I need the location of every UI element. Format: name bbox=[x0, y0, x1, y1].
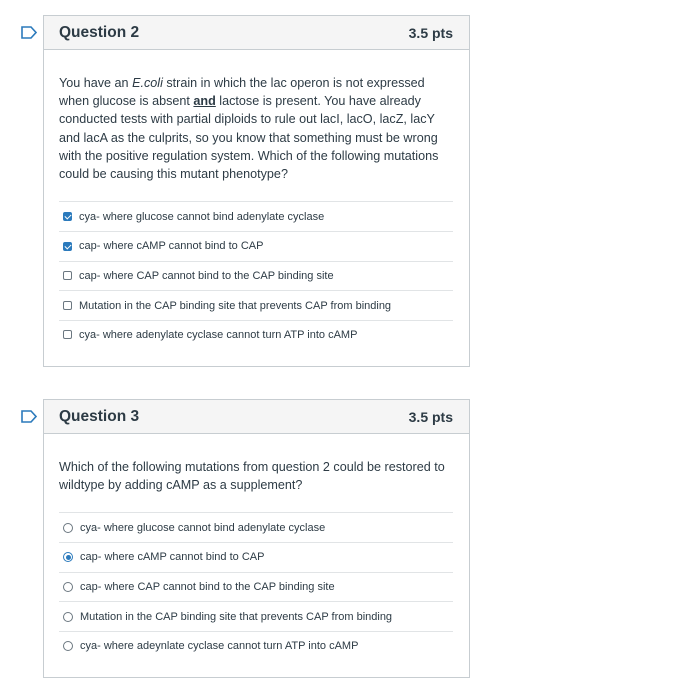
answer-label: Mutation in the CAP binding site that prevents CAP from binding bbox=[79, 299, 392, 312]
answer-label: cap- where cAMP cannot bind to CAP bbox=[80, 551, 265, 564]
answer-option[interactable] bbox=[59, 201, 453, 231]
emphasis-and: and bbox=[193, 94, 216, 109]
answer-option[interactable] bbox=[59, 290, 453, 320]
answer-option[interactable] bbox=[59, 320, 453, 350]
question-title: Question 3 bbox=[59, 407, 140, 425]
checkbox[interactable] bbox=[63, 271, 72, 280]
flag-question-icon[interactable] bbox=[21, 410, 37, 423]
answer-label: cap- where CAP cannot bind to the CAP binding site bbox=[79, 269, 334, 282]
answer-option[interactable] bbox=[59, 601, 453, 631]
answer-option[interactable] bbox=[59, 542, 453, 572]
question-2-header bbox=[44, 16, 469, 50]
radio-button[interactable] bbox=[63, 612, 73, 622]
checkbox[interactable] bbox=[63, 301, 72, 310]
radio-button[interactable] bbox=[63, 582, 73, 592]
answer-option[interactable] bbox=[59, 572, 453, 602]
question-title: Question 2 bbox=[59, 23, 140, 41]
radio-button[interactable] bbox=[63, 523, 73, 533]
answer-label: cap- where CAP cannot bind to the CAP binding site bbox=[80, 581, 335, 594]
checkbox[interactable] bbox=[63, 242, 72, 251]
answer-list bbox=[59, 201, 453, 349]
answer-option[interactable] bbox=[59, 512, 453, 542]
answer-label: cya- where adeynlate cyclase cannot turn ATP into cAMP bbox=[80, 640, 359, 652]
question-text: You have an E.coli strain in which the lac operon is not expressed when glucose is absent and lactose is present. You have already conducted tests with partial diploids to rule out lacI, lacO, lacZ, lacY and lacA as the culprits, so you know that something must be wrong with the positive regulation system. Which of the following mutations could be causing this mutant phenotype? bbox=[59, 76, 439, 182]
flag-question-icon[interactable] bbox=[21, 26, 37, 39]
answer-option[interactable] bbox=[59, 231, 453, 261]
answer-label: cya- where glucose cannot bind adenylate cyclase bbox=[80, 521, 326, 534]
question-points: 3.5 pts bbox=[408, 24, 453, 41]
radio-button[interactable] bbox=[63, 552, 73, 562]
question-3-card bbox=[43, 399, 470, 678]
answer-label: Mutation in the CAP binding site that prevents CAP from binding bbox=[80, 610, 393, 623]
answer-label: cya- where adenylate cyclase cannot turn ATP into cAMP bbox=[79, 328, 358, 341]
question-3-header bbox=[44, 400, 469, 434]
checkbox[interactable] bbox=[63, 212, 72, 221]
answer-label: cya- where glucose cannot bind adenylate cyclase bbox=[79, 210, 325, 223]
answer-option[interactable] bbox=[59, 631, 453, 661]
answer-option[interactable] bbox=[59, 261, 453, 291]
answer-list bbox=[59, 512, 453, 660]
checkbox[interactable] bbox=[63, 330, 72, 339]
answer-label: cap- where cAMP cannot bind to CAP bbox=[79, 240, 264, 253]
ecoli-italic: E.coli bbox=[132, 76, 163, 90]
question-points: 3.5 pts bbox=[408, 408, 453, 425]
question-text: Which of the following mutations from question 2 could be restored to wildtype by adding cAMP as a supplement? bbox=[59, 460, 445, 493]
radio-button[interactable] bbox=[63, 641, 73, 651]
question-2-card bbox=[43, 15, 470, 367]
